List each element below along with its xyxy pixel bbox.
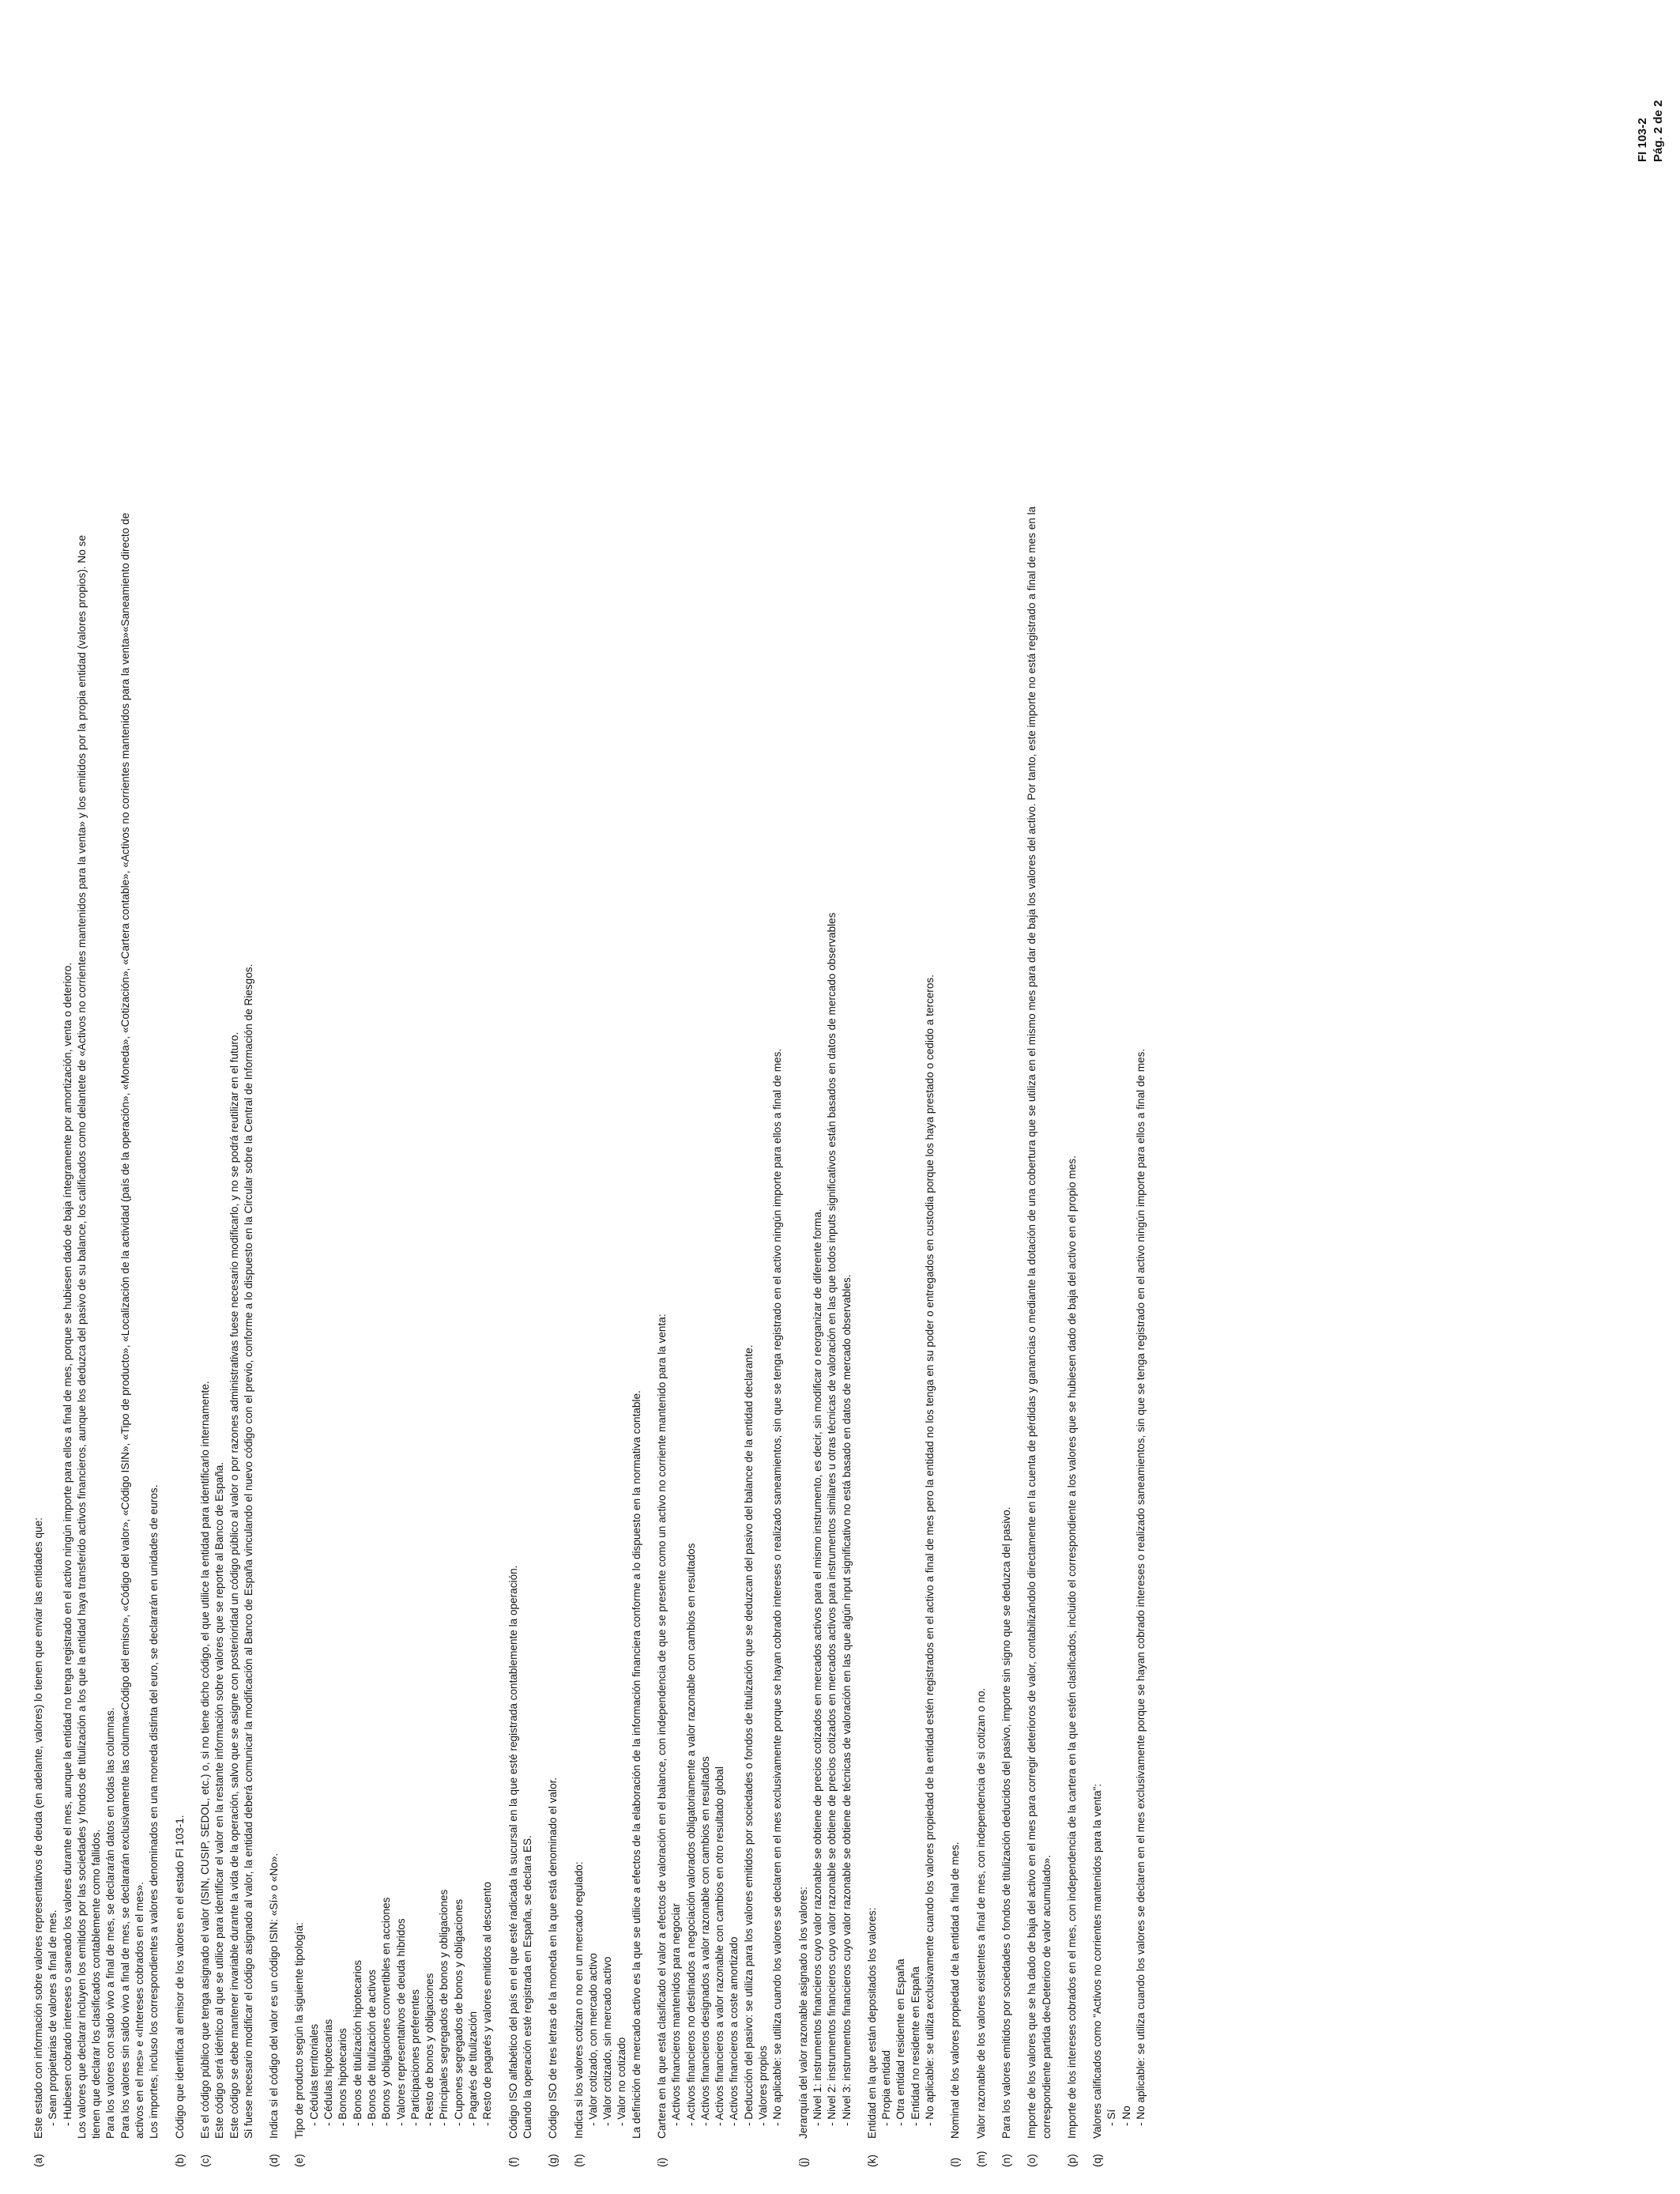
page-number: Pág. 2 de 2 bbox=[1652, 100, 1665, 162]
note-subitem: - Hubiesen cobrado intereses o saneado los valores durante el mes, aunque la entidad no tenga registrado en el activo ningún importe para ellos a final de mes, porque se hubiesen dado de baja íntegramente por amortización, venta o deterioro. bbox=[61, 962, 73, 2126]
note-first-line bbox=[974, 33, 989, 2167]
note-item bbox=[572, 33, 644, 2167]
note-subitem: - Resto de pagarés y valores emitidos al descuento bbox=[481, 1881, 494, 2126]
note-line: activos en el mes» e «Intereses cobrados en el mes». bbox=[134, 1882, 146, 2139]
note-first-line bbox=[1090, 33, 1105, 2167]
note-item bbox=[267, 33, 281, 2167]
note-subitem: - No bbox=[1120, 2105, 1132, 2126]
note-text: Es el código público que tenga asignado el valor (ISIN, CUSIP, SEDOL, etc.) o, si no tiene dicho código, el que utilice la entidad para identificarlo internamente. bbox=[198, 1381, 211, 2139]
note-letter: (d) bbox=[268, 2154, 281, 2167]
note-subitem: - Nivel 2: instrumentos financieros cuyo valor razonable se obtiene de precios cotizados en mercados activos para instrumentos similares u otras técnicas de valoración en las que todos inputs significativos están basados en datos de mercado observables bbox=[826, 912, 838, 2126]
note-subitem: - Pagarés de titulización bbox=[467, 2011, 480, 2126]
note-line: Cuando la operación esté registrada en España, se declara ES. bbox=[521, 1835, 533, 2139]
note-item bbox=[865, 33, 937, 2167]
note-first-line bbox=[655, 33, 669, 2167]
note-subitem: - Bonos de titulización hipotecarios bbox=[351, 1959, 363, 2126]
note-subitem: - Activos financieros a coste amortizado bbox=[728, 1936, 740, 2126]
note-letter: (o) bbox=[1026, 2154, 1038, 2167]
note-subitem: - Valores representativos de deuda híbridos bbox=[394, 1918, 407, 2126]
note-item bbox=[198, 33, 256, 2167]
note-subitem: - Participaciones preferentes bbox=[409, 1989, 421, 2126]
note-item bbox=[974, 33, 989, 2167]
note-item bbox=[546, 33, 560, 2167]
note-text: Valor razonable de los valores existentes a final de mes, con independencia de si cotizan o no. bbox=[974, 1687, 987, 2139]
note-first-line bbox=[572, 33, 586, 2167]
note-subitem: - Nivel 1: instrumentos financieros cuyo valor razonable se obtiene de precios cotizados en mercados activos para el mismo instrumento, es decir, sin modificar o reorganizar de diferente forma. bbox=[811, 1208, 823, 2126]
note-text: Cartera en la que está clasificado el valor a efectos de valoración en el balance, con independencia de que se presente como un activo no corriente mantenido para la venta: bbox=[655, 1314, 668, 2139]
note-text: Este estado con información sobre valores representativos de deuda (en adelante, valores) lo tienen que enviar las entidades que: bbox=[32, 1517, 44, 2139]
note-subitem: - Principales segregados de bonos y obligaciones bbox=[438, 1889, 450, 2126]
note-text: Código ISO de tres letras de la moneda en la que está denominado el valor. bbox=[547, 1777, 559, 2139]
note-subitem: - Valor cotizado, sin mercado activo bbox=[601, 1956, 614, 2126]
note-subitem: - No aplicable: se utiliza cuando los valores se declaren en el mes exclusivamente porque se hayan cobrado intereses o realizado saneamientos, sin que se tenga registrado en el activo ningún importe para ellos a final de mes. bbox=[771, 1048, 784, 2126]
note-subitem: - Bonos y obligaciones convertibles en acciones bbox=[380, 1897, 393, 2126]
note-text: Entidad en la que están depositados los valores: bbox=[865, 1907, 878, 2139]
note-first-line bbox=[173, 33, 187, 2167]
note-text: Nominal de los valores propiedad de la entidad a final de mes. bbox=[949, 1842, 962, 2139]
note-text: Jerarquía del valor razonable asignado a los valores: bbox=[797, 1887, 809, 2139]
note-letter: (f) bbox=[507, 2157, 519, 2167]
note-item bbox=[32, 33, 162, 2167]
note-line: Si fuese necesario modificar el código asignado al valor, la entidad deberá comunicar la modificación al Banco de España vinculando el nuevo código con el previo, conforme a lo dispuesto en la Circular sobre la Central de Información de Riesgos. bbox=[242, 963, 254, 2139]
note-letter: (m) bbox=[974, 2151, 987, 2167]
note-first-line bbox=[797, 33, 811, 2167]
note-subitem: - Activos financieros designados a valor razonable con cambios en resultados bbox=[699, 1756, 711, 2126]
note-subitem: - Resto de bonos y obligaciones bbox=[424, 1973, 436, 2126]
note-item bbox=[948, 33, 962, 2167]
note-line: Para los valores con saldo vivo a final de mes, se declararán datos en todas las columnas. bbox=[104, 1707, 117, 2139]
note-first-line bbox=[546, 33, 560, 2167]
note-text: Tipo de producto según la siguiente tipología: bbox=[293, 1922, 306, 2139]
note-letter: (g) bbox=[547, 2154, 559, 2167]
note-line: La definición de mercado activo es la que se utilice a efectos de la elaboración de la información financiera conforme a lo dispuesto en la normativa contable. bbox=[630, 1390, 642, 2139]
note-subitem: - Activos financieros mantenidos para negociar bbox=[670, 1903, 683, 2126]
note-line: Los importes, incluso los correspondientes a valores denominados en una moneda distinta del euro, se declararán en unidades de euros. bbox=[148, 1484, 160, 2139]
note-subitem: - Valores propios bbox=[757, 2045, 770, 2126]
note-first-line bbox=[948, 33, 962, 2167]
note-text: Para los valores emitidos por sociedades o fondos de titulización deducidos del pasivo, importe sin signo que se deduzca del pasivo. bbox=[1000, 1506, 1012, 2139]
note-text: Indica si los valores cotizan o no en un mercado regulado: bbox=[572, 1861, 585, 2139]
note-subitem: - Bonos hipotecarios bbox=[337, 2028, 349, 2126]
note-letter: (i) bbox=[655, 2157, 668, 2167]
note-letter: (l) bbox=[949, 2157, 962, 2167]
note-letter: (j) bbox=[797, 2157, 809, 2167]
note-letter: (a) bbox=[32, 2154, 44, 2167]
note-letter: (k) bbox=[865, 2154, 878, 2167]
note-line: correspondiente partida de«Deterioro de valor acumulado». bbox=[1040, 1855, 1053, 2139]
note-subitem: - Cédulas hipotecarias bbox=[322, 2019, 335, 2126]
note-first-line bbox=[32, 33, 46, 2167]
note-subitem: - Activos financieros a valor razonable con cambios en otro resultado global bbox=[714, 1766, 726, 2126]
note-line: Este código será idéntico al que se utilice para identificar el valor en la restante información sobre valores que se reporte al Banco de España. bbox=[213, 1461, 226, 2139]
note-first-line bbox=[1000, 33, 1014, 2167]
note-item bbox=[292, 33, 495, 2167]
form-code: FI 103-2 bbox=[1636, 118, 1649, 162]
note-subitem: - Cupones segregados de bonos y obligaciones bbox=[452, 1898, 465, 2126]
note-letter: (e) bbox=[293, 2154, 306, 2167]
note-subitem: - Cédulas territoriales bbox=[307, 2023, 320, 2126]
note-letter: (b) bbox=[173, 2154, 186, 2167]
note-subitem: - No aplicable: se utiliza exclusivamente cuando los valores propiedad de la entidad estén registrados en el activo a final de mes pero la entidad no los tenga en su poder o entregados en custodia porque los haya prestado o cedido a terceros. bbox=[924, 974, 936, 2126]
note-subitem: - Nivel 3: instrumentos financieros cuyo valor razonable se obtiene de técnicas de valoración en las que algún input significativo no está basado en datos de mercado observables. bbox=[840, 1274, 853, 2126]
note-subitem: - Otra entidad residente en España bbox=[895, 1958, 907, 2126]
note-first-line bbox=[865, 33, 880, 2167]
note-item bbox=[797, 33, 854, 2167]
note-text: Importe de los valores que se ha dado de baja del activo en el mes para corregir deterioros de valor, contabilizándolo directamente en la cuenta de pérdidas y ganancias o mediante la dotación de una cobertura que se utiliza en el mismo mes para dar de baja los valores del activo. Por tanto, este importe no está registrado a final de mes en la bbox=[1026, 506, 1038, 2139]
note-item bbox=[655, 33, 785, 2167]
note-letter: (h) bbox=[572, 2154, 585, 2167]
note-text: Código que identifica al emisor de los valores en el estado FI 103-1. bbox=[173, 1815, 186, 2139]
note-first-line bbox=[507, 33, 521, 2167]
note-letter: (p) bbox=[1065, 2154, 1078, 2167]
note-letter: (q) bbox=[1091, 2154, 1104, 2167]
note-first-line bbox=[267, 33, 281, 2167]
note-subitem: - Activos financieros no destinados a negociación valorados obligatoriamente a valor razonable con cambios en resultados bbox=[684, 1543, 697, 2126]
note-text: Código ISO alfabético del país en el que esté radicada la sucursal en la que esté registrada contablemente la operación. bbox=[507, 1565, 519, 2139]
note-line: Este código se debe mantener invariable durante la vida de la operación, salvo que se asigne con posterioridad un código público al valor o por razones administrativas fuese necesario modificarlo, y no se podrá reutilizar en el futuro. bbox=[228, 1031, 240, 2139]
page-header bbox=[1628, 100, 1675, 249]
note-text: Importe de los intereses cobrados en el mes, con independencia de la cartera en la que estén clasificados, incluido el correspondiente a los valores que se hubiesen dado de baja del activo en el propio mes. bbox=[1065, 1155, 1078, 2139]
note-subitem: - No aplicable: se utiliza cuando los valores se declaren en el mes exclusivamente porque se hayan cobrado intereses o realizado saneamientos, sin que se tenga registrado en el activo ningún importe para ellos a final de mes. bbox=[1135, 1048, 1147, 2126]
note-subitem: - Sean propietarias de valores a final de mes. bbox=[47, 1909, 59, 2126]
note-item bbox=[1000, 33, 1014, 2167]
note-item bbox=[1025, 33, 1054, 2167]
note-first-line bbox=[292, 33, 307, 2167]
note-line: Para los valores sin saldo vivo a final de mes, se declararán exclusivamente las columna«Código del emisor», «Código del valor», «Código ISIN», «Tipo de producto», «Localización de la actividad (país de la operación», «Moneda», «Cotización», «Cartera contable», «Activos no corrientes mantenidos para la venta»«Saneamiento directo de bbox=[119, 512, 131, 2139]
note-letter: (n) bbox=[1000, 2154, 1012, 2167]
note-subitem: - Deducción del pasivo: se utiliza para los valores emitidos por sociedades o fondos de titulización que se deduzcan del pasivo del balance de la entidad declarante. bbox=[742, 1344, 755, 2126]
note-item bbox=[173, 33, 187, 2167]
note-first-line bbox=[198, 33, 213, 2167]
note-text: Valores calificados como "Activos no corrientes mantenidos para la venta": bbox=[1091, 1783, 1104, 2139]
note-subitem: - Valor cotizado, con mercado activo bbox=[586, 1953, 599, 2126]
note-subitem: - Sí bbox=[1106, 2109, 1118, 2126]
note-first-line bbox=[1025, 33, 1039, 2167]
note-subitem: - Propia entidad bbox=[880, 2050, 893, 2126]
notes-document bbox=[32, 33, 1501, 2167]
note-item bbox=[1090, 33, 1148, 2167]
note-line: Los valores que declarar incluyen los emitidos por las sociedades y fondos de titulización a los que la entidad haya transferido activos financieros, aunque los deduzca del pasivo de su balance, los calificados como delantete de «Activos no corrientes mantenidos para la venta» y los emitidos por la propia entidad (valores propios). No se bbox=[75, 535, 88, 2139]
note-first-line bbox=[1065, 33, 1079, 2167]
note-item bbox=[507, 33, 536, 2167]
note-text: Indica si el código del valor es un código ISIN: «Sí» o «No». bbox=[268, 1853, 281, 2139]
note-item bbox=[1065, 33, 1079, 2167]
note-line: tienen que declarar los clasificados contablemente como fallidos. bbox=[90, 1829, 103, 2139]
note-subitem: - Valor no cotizado bbox=[616, 2037, 628, 2126]
note-subitem: - Entidad no residente en España bbox=[909, 1966, 921, 2126]
note-subitem: - Bonos de titulización de activos bbox=[365, 1970, 378, 2126]
note-letter: (c) bbox=[198, 2154, 211, 2167]
